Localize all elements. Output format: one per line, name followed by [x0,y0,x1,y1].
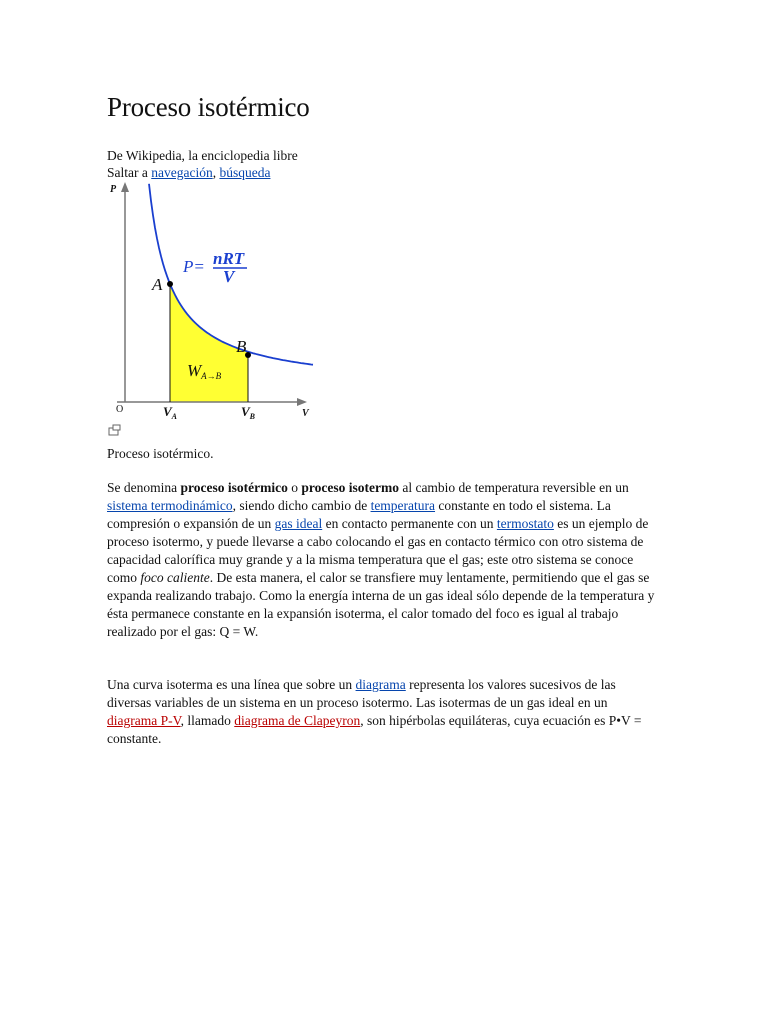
isotherm-paragraph: Una curva isoterma es una línea que sobre un diagrama representa los valores sucesivos de las diversas variables de un sistema en un proceso isotermo. Las isotermas de un gas ideal en un diagrama P-V, llamado diagrama de Clapeyron, son hipérbolas equiláteras, cuya ecuación es P•V = constante. [107,677,642,746]
origin-label: O [116,404,124,415]
p-axis-arrow [121,182,129,192]
link-gas-ideal[interactable]: gas ideal [274,516,323,531]
italic-foco-caliente: foco caliente [140,570,210,585]
point-b-label: B [236,337,247,356]
formula-lhs: P= [183,257,205,276]
va-label: $V_A$ [163,404,178,421]
vb-label: $V_B$ [241,404,256,421]
isotherm-figure[interactable] [107,180,322,440]
jump-links [107,164,270,181]
link-diagrama-clapeyron[interactable]: diagrama de Clapeyron [234,713,361,728]
link-temperatura[interactable]: temperatura [370,498,436,513]
from-wikipedia-note: De Wikipedia, la enciclopedia libre [107,148,298,163]
link-sistema-termodinamico[interactable]: sistema termodinámico [107,498,233,513]
bold-term-1: proceso isotérmico [180,480,288,495]
intro-paragraph: Se denomina proceso isotérmico o proceso isotermo al cambio de temperatura reversible en un sistema termodinámico, siendo dicho cambio de temperatura constante en todo el sistema. La compresión o expansión de un gas ideal en contacto permanente con un termostato es un ejemplo de proceso isotermo, y puede llevarse a cabo colocando el gas en contacto térmico con otro sistema de capacidad calorífica muy grande y a la misma temperatura que el gas; este otro sistema se conoce como foco caliente. De esta manera, el calor se transfiere muy lentamente, permitiendo que el gas se expanda realizando trabajo. Como la energía interna de un gas ideal sólo depende de la temperatura y ésta permanece constante en la expansión isoterma, el calor tomado del foco es igual al trabajo realizado por el gas: Q = W. [107,480,655,639]
navigation-link[interactable]: navegación [151,165,213,180]
link-diagrama-pv[interactable]: diagrama P-V [107,713,181,728]
work-label: WA→B [187,361,222,381]
magnify-icon[interactable] [109,425,120,435]
pv-diagram[interactable] [107,180,322,440]
search-link[interactable]: búsqueda [219,165,271,180]
point-a-label: A [152,275,163,294]
p-axis-label: P [110,184,117,195]
formula-denominator: V [223,267,235,286]
v-axis-label: V [302,408,309,419]
link-diagrama[interactable]: diagrama [355,677,406,692]
formula-numerator: nRT [213,249,245,268]
jump-separator: , [212,165,220,180]
point-a-dot [167,281,173,287]
link-termostato[interactable]: termostato [496,516,554,531]
bold-term-2: proceso isotermo [301,480,399,495]
v-axis-arrow [297,398,307,406]
page-title: Proceso isotérmico [107,92,310,122]
jump-prefix: Saltar a [107,165,152,180]
figure-caption: Proceso isotérmico. [107,446,214,461]
